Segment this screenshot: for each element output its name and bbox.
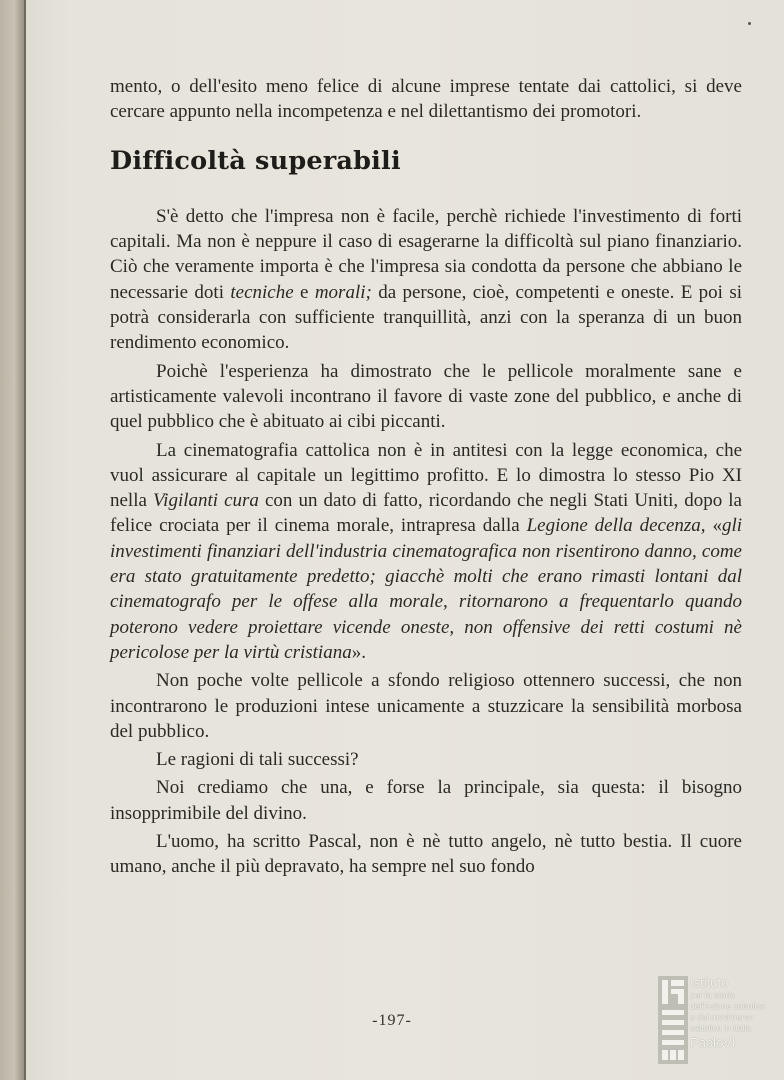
isacem-watermark [658, 974, 784, 1066]
paragraph-6: Noi crediamo che una, e forse la principale, sia questa: il bisogno insopprimibile del divino. [110, 777, 742, 824]
isacem-logo-icon [658, 976, 688, 1064]
open-quote: « [705, 515, 722, 537]
paragraph-1 [110, 204, 742, 356]
paragraph-4: Non poche volte pellicole a sfondo religioso ottennero successi, che non incontrarono le produzioni intese unicamente a stuzzicare la sensibilità morbosa del pubblico. [110, 670, 742, 742]
italic-vigilanti-cura: Vigilanti cura [152, 490, 259, 512]
close-quote: ». [351, 641, 366, 663]
page-gutter-edge [24, 0, 26, 1080]
section-heading: Difficoltà superabili [110, 145, 401, 176]
watermark-line-3: dell'Azione cattolica [690, 1001, 766, 1011]
watermark-line-6: PaoloVI [690, 1035, 736, 1050]
paragraph-1-text-c: e [293, 281, 315, 303]
paragraph-3 [110, 438, 742, 666]
watermark-line-4: e del movimento [690, 1012, 754, 1022]
paragraph-3-text-c: con un dato di fatto, ricordando che negli Stati Uniti, dopo la felice crociata per il cinema morale, intrapresa dalla [110, 490, 742, 537]
paragraph-continued: mento, o dell'esito meno felice di alcune imprese tentate dai cattolici, si deve cercare appunto nella incompetenza e nel dilettantismo dei promotori. [110, 76, 742, 123]
watermark-text [690, 976, 784, 1050]
paragraph-2: Poichè l'esperienza ha dimostrato che le pellicole moralmente sane e artisticamente valevoli incontrano il favore di vaste zone del pubblico, e anche di quel pubblico che è abituato ai cibi piccanti. [110, 360, 742, 433]
paragraph-5: Le ragioni di tali successi? [156, 749, 359, 771]
page-number: -197- [372, 1012, 412, 1029]
paragraph-3-text-a: La cinematografia cattolica non è in antitesi con la legge economica, che vuol assicurare al capitale un legittimo profitto. E lo dimostra lo stesso Pio XI nella [110, 439, 742, 512]
page-body [110, 74, 742, 880]
paragraph-1-text-a: S'è detto che l'impresa non è facile, perchè richiede l'investimento di forti capitali. Ma non è neppure il caso di esagerarne la difficoltà sul piano finanziario. Ciò che veramente importa è che l'impresa sia condotta da persone che abbiano le necessarie doti [110, 205, 742, 303]
italic-morali: morali; [314, 281, 372, 303]
paragraph-1-text-e: da persone, cioè, competenti e oneste. E poi si potrà considerarla con sufficiente tranquillità, anzi con la speranza di un buon rendimento economico. [110, 281, 742, 354]
paragraph-7: L'uomo, ha scritto Pascal, non è nè tutto angelo, nè tutto bestia. Il cuore umano, anche il più depravato, ha sempre nel suo fondo [110, 831, 742, 878]
italic-legione-decenza: Legione della decenza, [526, 515, 706, 537]
page-speck [748, 22, 751, 25]
italic-tecniche: tecniche [230, 281, 294, 303]
book-binding-shadow [0, 0, 26, 1080]
italic-quotation: gli investimenti finanziari dell'industria cinematografica non risentirono danno, come era stato gratuitamente predetto; giacchè molti che erano rimasti lontani dal cinematografo per le offese alla morale, ritornarono a frequentarlo quando poterono vedere proiettare vicende oneste, non offensive dei retti costumi nè pericolose per la virtù cristiana [110, 515, 742, 663]
watermark-line-5: cattolico in Italia [690, 1023, 752, 1033]
watermark-line-1: Istituto [690, 975, 729, 990]
watermark-line-2: per la storia [690, 990, 735, 1000]
